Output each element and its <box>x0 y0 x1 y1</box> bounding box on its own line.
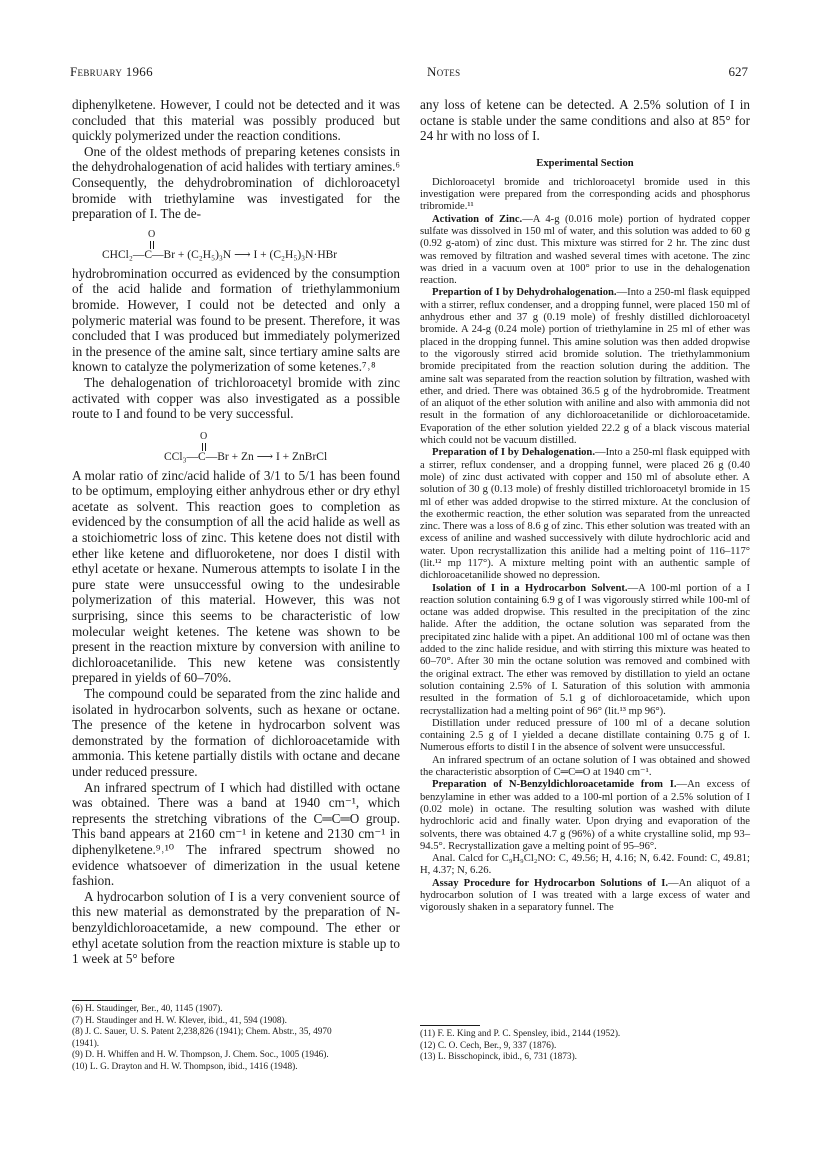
paragraph-body: —An excess of benzylamine in ether was added to a 100-ml portion of a 2.5% solution of I (0.02 mole) in octane. The resulting solution was washed with dilute hydrochloric acid and finally water. Upon drying and evaporation of the solvents, there was obtained 4.7 g (96%) of a white crystalline solid, mp 93–94.5°. Recrystallization gave a melting point of 95–96°. <box>420 779 750 852</box>
paragraph-body: —A 100-ml portion of a I reaction solution containing 6.9 g of I was vigorously stirred while 100-ml of octane was added dropwise. This resulted in the precipitation of the zinc halide. After the addition, the octane solution was separated from the precipitated zinc halide with a pipet. An additional 100 ml of octane was then added to the zinc halide residue, and with stirring this mixture was heated to 60–70°. After 30 min the octane solution was removed and combined with the original extract. The ether was removed by distillation to yield an octane solution containing 2.5% of I. Saturation of this solution with ammonia resulted in the formation of 5.1 g of dichloroacetamide, which upon recrystallization had a melting point of 96° (lit.¹³ mp 96°). <box>420 582 750 717</box>
footnote: (12) C. O. Cech, Ber., 9, 337 (1876). <box>420 1040 557 1051</box>
paragraph <box>420 779 750 853</box>
journal-date: February 1966 <box>70 64 153 79</box>
footnote: (11) F. E. King and P. C. Spensley, ibid., 2144 (1952). <box>420 1029 621 1039</box>
footnote: (9) D. H. Whiffen and H. W. Thompson, J. Chem. Soc., 1005 (1946). <box>72 1050 329 1061</box>
footnotes-left <box>72 1004 402 1074</box>
paragraph: A hydrocarbon solution of I is a very convenient source of this new material as demonstrated by the preparation of N-benzyldichloroacetamide, a new compound. The ether or ethyl acetate solution from the reaction mixture is stable up to 1 week at 5° before <box>72 888 400 967</box>
paragraph: Dichloroacetyl bromide and trichloroacetyl bromide used in this investigation were prepared from the corresponding acids and phosphorus tribromide.¹¹ <box>420 176 750 213</box>
paragraph: Distillation under reduced pressure of 100 ml of a decane solution containing 2.5 g of I yielded a decane distillate containing 0.75 g of I. Numerous efforts to distil I in the absence of solvent were unsuccessful. <box>420 717 750 754</box>
equation-text: CHCl₂—C—Br + (C₂H₅)₃N ⟶ I + (C₂H₅)₃N·HBr <box>102 248 338 261</box>
run-in-heading: Isolation of I in a Hydrocarbon Solvent. <box>432 582 628 594</box>
paragraph: The compound could be separated from the zinc halide and isolated in hydrocarbon solvents, such as hexane or octane. The presence of the ketene in hydrocarbon solvent was demonstrated by the formation of dichloroacetamide with ammonia. This ketene partially distils with octane and decane under reduced pressure. <box>72 686 400 779</box>
footnote: (8) J. C. Sauer, U. S. Patent 2,238,826 (1941); Chem. Abstr., 35, 4970 <box>72 1027 332 1038</box>
equation-dehalogenation <box>72 432 400 462</box>
paragraph: diphenylketene. However, I could not be detected and it was concluded that this material was possibly produced but quickly polymerized under the reaction conditions. <box>72 97 400 144</box>
footnote: (6) H. Staudinger, Ber., 40, 1145 (1907). <box>72 1004 223 1014</box>
footnote: (1941). <box>72 1038 100 1049</box>
paragraph-body: —Into a 250-ml flask equipped with a stirrer, reflux condenser, and a dropping funnel, were placed 150 ml of anhydrous ether and 37 g (0.19 mole) of freshly distilled dichloroacetyl bromide. A 24-g (0.24 mole) portion of triethylamine in 25 ml of ether was placed in the dropping funnel. This amine solution was then added dropwise to the vigorously stirred acid bromide solution. The triethylammonium bromide precipitated from the reaction solution during the addition. The amine salt was separated from the reaction solution by filtration, washed with ether, and dried. There was obtained 36.5 g of the hydrobromide. Treatment of an aliquot of the ether solution with aniline and also with ammonia did not result in the formation of any dichloroacetanilide or dichloroacetamide. Evaporation of the ether solution yielded 22.2 g of a black viscous material which could not be vacuum distilled. <box>420 287 750 447</box>
run-in-heading: Activation of Zinc. <box>432 213 523 225</box>
footnote-rule <box>72 1000 132 1001</box>
paragraph <box>420 287 750 447</box>
footnotes-right <box>420 1029 750 1064</box>
paragraph <box>420 447 750 582</box>
run-in-heading: Preparation of N-Benzyldichloroacetamide from I. <box>432 779 677 791</box>
paragraph: Anal. Calcd for C₉H₉Cl₂NO: C, 49.56; H, 4.16; N, 6.42. Found: C, 49.81; H, 4.37; N, 6.26. <box>420 853 750 877</box>
paragraph: A molar ratio of zinc/acid halide of 3/1 to 5/1 has been found to be optimum, employing either anhydrous ether or dry ethyl acetate as solvent. This reaction goes to completion as evidenced by the consumption of all the acid halide as well as a stoichiometric loss of zinc. This ketene does not distil with ether like ketene and difluoroketene, nor does I distil with ethyl acetate or hexane. Numerous attempts to isolate I in the pure state were unsuccessful owing to the undesirable polymerization of this material. However, this was not surprising, since this seems to be characteristic of low molecular weight ketenes. The ketene was shown to be present in the reaction mixture by conversion with aniline to dichloroacetanilide. This new ketene was consistently prepared in yields of 60–70%. <box>72 467 400 686</box>
paragraph: An infrared spectrum of an octane solution of I was obtained and showed the characteristic absorption of C═C═O at 1940 cm⁻¹. <box>420 754 750 779</box>
paragraph-body: —Into a 250-ml flask equipped with a stirrer, reflux condenser, and a dropping funnel, were placed 26 g (0.40 mole) of zinc dust activated with copper and 150 ml of absolute ether. A solution of 30 g (0.13 mole) of freshly distilled trichloroacetyl bromide in 15 ml of ether was added dropwise to the stirred mixture. At the conclusion of the exothermic reaction, the ether solution was separated from the unreacted zinc. There was a loss of 8.6 g of zinc. This ether solution was treated with an excess of aniline and washed successively with dilute hydrochloric acid and water. Upon recrystallization this anilide had a melting point of 116–117° (lit.¹² mp 117°). A mixture melting point with an authentic sample of dichloroacetanilide showed no depression. <box>420 447 750 582</box>
footnote: (10) L. G. Drayton and H. W. Thompson, ibid., 1416 (1948). <box>72 1061 298 1072</box>
footnote: (13) L. Bisschopinck, ibid., 6, 731 (1873). <box>420 1052 577 1063</box>
equation-text: CCl₃—C—Br + Zn ⟶ I + ZnBrCl <box>164 450 328 463</box>
run-in-heading: Prepartion of I by Dehydrohalogenation. <box>432 287 617 299</box>
carbonyl-oxygen: O <box>148 228 156 240</box>
paragraph <box>420 214 750 288</box>
section-heading: Experimental Section <box>536 157 634 169</box>
page-number: 627 <box>728 64 748 79</box>
equation-dehydrobromination <box>72 230 400 260</box>
right-column <box>420 97 750 915</box>
paragraph <box>420 583 750 718</box>
footnote: (7) H. Staudinger and H. W. Klever, ibid., 41, 594 (1908). <box>72 1015 287 1026</box>
paragraph <box>420 878 750 915</box>
paragraph: An infrared spectrum of I which had distilled with octane was obtained. There was a band at 1940 cm⁻¹, which represents the stretching vibrations of the C═C═O group. This band appears at 2160 cm⁻¹ in ketene and 2130 cm⁻¹ in diphenylketene.⁹˒¹⁰ The infrared spectrum showed no evidence whatsoever of dimerization in the usual ketene fashion. <box>72 779 400 889</box>
run-in-heading: Preparation of I by Dehalogenation. <box>432 447 595 459</box>
paragraph: any loss of ketene can be detected. A 2.5% solution of I in octane is stable under the same conditions and also at 85° for 24 hr with no loss of I. <box>420 97 750 144</box>
paragraph: hydrobromination occurred as evidenced by the consumption of the acid halide and formation of triethylammonium bromide. However, I could not be detected and only a polymeric material was found to be present. Therefore, it was concluded that I was produced but immediately polymerized in the presence of the amine salt, since tertiary amine salts are known to catalyze the polymerization of some ketenes.⁷˒⁸ <box>72 265 400 375</box>
footnote-rule <box>420 1025 480 1026</box>
page-header <box>70 64 748 82</box>
left-column <box>72 97 400 967</box>
paragraph-body: —A 4-g (0.016 mole) portion of hydrated copper sulfate was dissolved in 150 ml of water, and this solution was added to 60 g (0.92 g-atom) of zinc dust. This mixture was stirred for 2 hr. The zinc dust was removed by filtration and washed several times with acetone. The zinc was dried in a vacuum oven at 100° prior to use in the dehalogenation reaction. <box>420 213 750 287</box>
run-in-heading: Assay Procedure for Hydrocarbon Solutions of I. <box>432 877 668 889</box>
paragraph: The dehalogenation of trichloroacetyl bromide with zinc activated with copper was also investigated as a possible route to I and found to be very successful. <box>72 374 400 422</box>
paragraph-body: —An aliquot of a hydrocarbon solution of I was treated with a large excess of water and vigorously shaken in a separatory funnel. The <box>420 877 750 914</box>
carbonyl-oxygen: O <box>200 430 208 442</box>
paragraph: One of the oldest methods of preparing ketenes consists in the dehydrohalogenation of acid halides with tertiary amines.⁶ Consequently, the dehydrobromination of dichloroacetyl bromide with triethylamine was investigated for the preparation of I. The de- <box>72 143 400 222</box>
section-name: Notes <box>427 64 461 79</box>
